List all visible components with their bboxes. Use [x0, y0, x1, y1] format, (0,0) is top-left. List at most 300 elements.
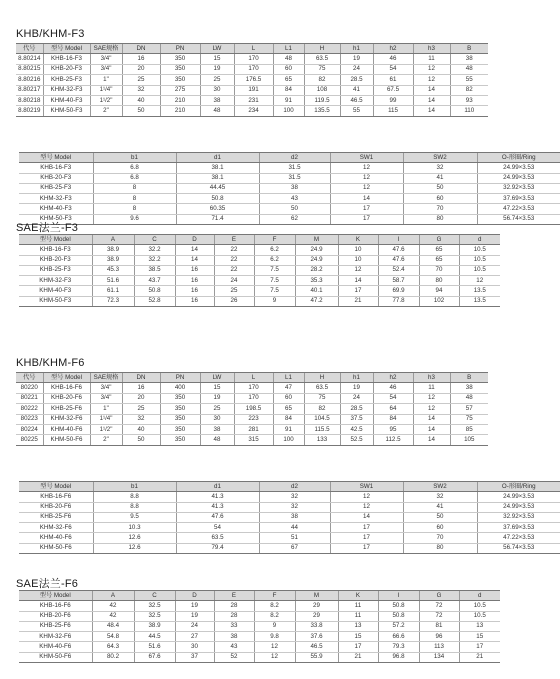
- column-header: D: [175, 591, 214, 601]
- table-cell: 22: [214, 265, 254, 275]
- table-cell: 28.5: [340, 75, 373, 85]
- table-cell: 72: [419, 601, 459, 611]
- table-cell: 41: [403, 502, 477, 512]
- table-cell: 12: [330, 492, 403, 502]
- table-row: [19, 194, 560, 204]
- column-header: E: [214, 591, 254, 601]
- table-cell: 315: [234, 435, 273, 445]
- table-cell: KHB-20-F3: [19, 173, 93, 183]
- column-header: 型号 Model: [19, 482, 93, 492]
- column-header: 型号 Model: [43, 44, 90, 54]
- table-cell: 14: [330, 194, 403, 204]
- table-cell: KHM-32-F6: [19, 523, 93, 533]
- table-cell: 14: [413, 106, 450, 116]
- table-cell: 63.5: [304, 383, 340, 393]
- table-cell: 170: [234, 64, 273, 74]
- table-cell: 13.5: [459, 296, 500, 306]
- table-cell: 65: [419, 245, 459, 255]
- table-cell: 26: [214, 296, 254, 306]
- table-cell: 38: [259, 512, 330, 522]
- column-header: M: [295, 235, 338, 245]
- table-cell: KHB-20-F3: [19, 255, 92, 265]
- table-cell: 12: [338, 265, 378, 275]
- table-cell: 10.5: [459, 265, 500, 275]
- table-cell: KHM-40-F6: [19, 642, 92, 652]
- table-cell: 176.5: [234, 75, 273, 85]
- table-cell: 12.6: [93, 533, 176, 543]
- table-cell: KHM-50-F6: [19, 652, 92, 662]
- table-cell: 50.8: [378, 611, 419, 621]
- table-cell: 19: [340, 54, 373, 64]
- table-cell: 275: [160, 85, 200, 95]
- table-cell: 38: [259, 183, 330, 193]
- table-cell: 30: [200, 85, 234, 95]
- column-header: A: [92, 591, 134, 601]
- table-header-row: [19, 482, 560, 492]
- table-row: [19, 255, 500, 265]
- table-cell: 9: [254, 296, 295, 306]
- table-cell: 170: [234, 383, 273, 393]
- table-cell: 12: [413, 404, 450, 414]
- table-cell: KHB-16-F3: [19, 245, 92, 255]
- table-cell: 7.5: [254, 286, 295, 296]
- table-cell: 62: [259, 214, 330, 224]
- table-cell: 14: [175, 255, 214, 265]
- table-cell: 60: [273, 393, 304, 403]
- table-cell: 17: [330, 214, 403, 224]
- table-cell: 41: [340, 85, 373, 95]
- table-cell: 80221: [16, 393, 43, 403]
- table-cell: 47: [273, 383, 304, 393]
- table-row: [19, 276, 500, 286]
- table-cell: 54.8: [92, 632, 134, 642]
- table-cell: 54: [373, 64, 413, 74]
- table-cell: 12: [330, 502, 403, 512]
- column-header: 代号: [16, 373, 43, 383]
- table-cell: 17: [330, 523, 403, 533]
- table-cell: 16: [122, 54, 160, 64]
- column-header: I: [378, 235, 419, 245]
- column-header: 型号 Model: [43, 373, 90, 383]
- table-cell: 198.5: [234, 404, 273, 414]
- table-cell: 170: [234, 54, 273, 64]
- table-cell: 9.5: [93, 512, 176, 522]
- table-cell: 55: [450, 75, 488, 85]
- table-cell: 54: [176, 523, 259, 533]
- table-cell: 112.5: [373, 435, 413, 445]
- table-cell: 65: [419, 255, 459, 265]
- table-cell: 35.3: [295, 276, 338, 286]
- table-cell: 15: [459, 632, 500, 642]
- table-cell: 48: [200, 106, 234, 116]
- table-cell: 51.6: [134, 642, 175, 652]
- table-cell: 47.6: [378, 255, 419, 265]
- table-row: [16, 424, 488, 434]
- column-header: SW1: [330, 482, 403, 492]
- table-cell: KHM-50-F6: [19, 543, 93, 553]
- column-header: L1: [273, 373, 304, 383]
- table-cell: 80224: [16, 424, 43, 434]
- table-cell: 52: [214, 652, 254, 662]
- table-cell: 1¹/2": [90, 95, 122, 105]
- column-header: 型号 Model: [19, 153, 93, 163]
- table-cell: 32.5: [134, 611, 175, 621]
- table-row: [16, 95, 488, 105]
- table-row: [19, 214, 560, 224]
- table-cell: 50: [403, 512, 477, 522]
- table-cell: 110: [450, 106, 488, 116]
- table-cell: 191: [234, 85, 273, 95]
- table-cell: 32: [122, 414, 160, 424]
- column-header: K: [338, 591, 378, 601]
- table-header-row: [16, 44, 488, 54]
- column-header: d: [459, 235, 500, 245]
- table-cell: 7.5: [254, 276, 295, 286]
- column-header: h3: [413, 44, 450, 54]
- table-cell: 3/4": [90, 54, 122, 64]
- table-cell: 105: [450, 435, 488, 445]
- table-cell: 70: [403, 533, 477, 543]
- table-cell: 16: [175, 265, 214, 275]
- table-cell: 119.5: [304, 95, 340, 105]
- table-cell: 32.5: [134, 601, 175, 611]
- table-cell: 60: [403, 523, 477, 533]
- table-cell: 44.45: [176, 183, 259, 193]
- table-cell: 1¹/4": [90, 414, 122, 424]
- table-cell: 17: [330, 204, 403, 214]
- column-header: b1: [93, 482, 176, 492]
- table-cell: 64: [373, 404, 413, 414]
- table-cell: 33.8: [295, 621, 338, 631]
- table-cell: 56.74×3.53: [477, 543, 560, 553]
- column-header: DN: [122, 44, 160, 54]
- table-cell: 52.5: [340, 435, 373, 445]
- table-cell: 8: [93, 183, 176, 193]
- table-cell: 38.5: [134, 265, 175, 275]
- table-cell: 12: [413, 75, 450, 85]
- table-cell: 19: [175, 611, 214, 621]
- table-cell: 80222: [16, 404, 43, 414]
- table-cell: 70: [403, 204, 477, 214]
- table-cell: 2": [90, 435, 122, 445]
- table-cell: 50: [122, 435, 160, 445]
- column-header: B: [450, 373, 488, 383]
- column-header: d1: [176, 153, 259, 163]
- table-cell: 37.5: [340, 414, 373, 424]
- table-cell: 135.5: [304, 106, 340, 116]
- table-cell: KHB-16-F6: [19, 601, 92, 611]
- table-cell: 48: [450, 64, 488, 74]
- column-header: F: [254, 235, 295, 245]
- table-cell: 52.4: [378, 265, 419, 275]
- table-cell: 32.2: [134, 255, 175, 265]
- table-cell: 50: [403, 183, 477, 193]
- section-title-khb-khm-f3: KHB/KHM-F3: [16, 28, 85, 40]
- table-row: [19, 183, 560, 193]
- table-cell: 46.5: [295, 642, 338, 652]
- table-row: [19, 163, 560, 173]
- table-cell: 63.5: [176, 533, 259, 543]
- table-cell: 50.8: [176, 194, 259, 204]
- table-cell: 96: [419, 632, 459, 642]
- table-cell: 16: [122, 383, 160, 393]
- table-cell: KHB-25-F6: [19, 512, 93, 522]
- table-cell: 350: [160, 435, 200, 445]
- table-row: [16, 54, 488, 64]
- table-cell: 17: [330, 533, 403, 543]
- column-header: A: [92, 235, 134, 245]
- column-header: C: [134, 235, 175, 245]
- column-header: L: [234, 373, 273, 383]
- table-cell: 80225: [16, 435, 43, 445]
- table-row: [19, 533, 560, 543]
- table-cell: 10.5: [459, 601, 500, 611]
- table-cell: 38.9: [92, 255, 134, 265]
- column-header: 型号 Model: [19, 591, 92, 601]
- table-cell: KHB-25-F3: [19, 265, 92, 275]
- table-cell: 95: [373, 424, 413, 434]
- table-cell: 85: [450, 424, 488, 434]
- table-cell: 50.8: [378, 601, 419, 611]
- table-cell: 12: [330, 183, 403, 193]
- table-row: [19, 642, 500, 652]
- table-cell: 12: [254, 642, 295, 652]
- table-cell: 12: [330, 173, 403, 183]
- table-cell: 16: [175, 286, 214, 296]
- table-cell: 102: [419, 296, 459, 306]
- table-cell: 84: [273, 414, 304, 424]
- section-title-sae-flange-f3: SAE法兰-F3: [16, 222, 79, 234]
- table-cell: 1¹/2": [90, 424, 122, 434]
- table-cell: 41.3: [176, 492, 259, 502]
- table-cell: 19: [200, 64, 234, 74]
- table-row: [16, 393, 488, 403]
- table-row: [19, 601, 500, 611]
- table-cell: 24: [340, 393, 373, 403]
- table-cell: 13.5: [459, 286, 500, 296]
- table-cell: 10.5: [459, 611, 500, 621]
- table-cell: 12: [413, 64, 450, 74]
- column-header: b1: [93, 153, 176, 163]
- table-cell: KHM-50-F3: [43, 106, 90, 116]
- table-cell: 50: [122, 106, 160, 116]
- table-cell: 66.6: [378, 632, 419, 642]
- column-header: h1: [340, 44, 373, 54]
- table-cell: 13: [338, 621, 378, 631]
- table-header-row: [19, 153, 560, 163]
- column-header: SW2: [403, 482, 477, 492]
- table-cell: 29: [295, 611, 338, 621]
- table-cell: 3/4": [90, 64, 122, 74]
- table-cell: 30: [200, 414, 234, 424]
- table-cell: 9.8: [254, 632, 295, 642]
- table-cell: 31.5: [259, 173, 330, 183]
- table-cell: 7.5: [254, 265, 295, 275]
- table-cell: 93: [450, 95, 488, 105]
- table-cell: 80.2: [92, 652, 134, 662]
- table-cell: 54: [373, 393, 413, 403]
- spec-table-khb-khm-f3-dimensions: [16, 43, 488, 117]
- table-cell: 32.2: [134, 245, 175, 255]
- column-header: h2: [373, 44, 413, 54]
- table-cell: 25: [200, 75, 234, 85]
- table-cell: 65: [273, 75, 304, 85]
- table-cell: 113: [419, 642, 459, 652]
- spec-table-sae-flange-f3: [19, 234, 500, 307]
- table-cell: 48: [450, 393, 488, 403]
- table-cell: 12: [459, 276, 500, 286]
- column-header: LW: [200, 373, 234, 383]
- table-cell: 1¹/4": [90, 85, 122, 95]
- table-row: [19, 621, 500, 631]
- table-cell: 30: [175, 642, 214, 652]
- table-cell: 43: [214, 642, 254, 652]
- table-cell: 8.80218: [16, 95, 43, 105]
- table-cell: 350: [160, 404, 200, 414]
- table-cell: 51.6: [92, 276, 134, 286]
- table-cell: KHB-16-F6: [19, 492, 93, 502]
- column-header: d2: [259, 482, 330, 492]
- table-cell: 14: [413, 85, 450, 95]
- table-cell: 46.5: [340, 95, 373, 105]
- table-cell: 24.99×3.53: [477, 502, 560, 512]
- table-cell: KHM-32-F6: [43, 414, 90, 424]
- table-cell: 82: [304, 75, 340, 85]
- table-cell: 12.6: [93, 543, 176, 553]
- table-row: [19, 265, 500, 275]
- table-cell: 55.9: [295, 652, 338, 662]
- column-header: 型号 Model: [19, 235, 92, 245]
- table-cell: 8.80214: [16, 54, 43, 64]
- table-cell: 8.80219: [16, 106, 43, 116]
- table-cell: 38: [450, 383, 488, 393]
- table-cell: 40: [122, 424, 160, 434]
- table-cell: 91: [273, 424, 304, 434]
- table-cell: 38: [450, 54, 488, 64]
- table-cell: 72: [419, 611, 459, 621]
- table-cell: 60: [403, 194, 477, 204]
- table-cell: 15: [200, 54, 234, 64]
- table-cell: 37.6: [295, 632, 338, 642]
- section-title-khb-khm-f6: KHB/KHM-F6: [16, 357, 85, 369]
- table-cell: 71.4: [176, 214, 259, 224]
- table-cell: 31.5: [259, 163, 330, 173]
- table-cell: 8.2: [254, 601, 295, 611]
- table-cell: 32: [403, 163, 477, 173]
- column-header: LW: [200, 44, 234, 54]
- table-cell: 37.69×3.53: [477, 194, 560, 204]
- table-cell: 55: [340, 106, 373, 116]
- table-cell: 11: [338, 611, 378, 621]
- table-cell: 38.9: [92, 245, 134, 255]
- table-cell: 25: [122, 75, 160, 85]
- table-cell: 170: [234, 393, 273, 403]
- table-cell: 100: [273, 106, 304, 116]
- table-cell: 84: [273, 85, 304, 95]
- table-row: [19, 523, 560, 533]
- table-cell: 11: [338, 601, 378, 611]
- table-cell: 14: [413, 435, 450, 445]
- table-cell: 25: [200, 404, 234, 414]
- table-cell: KHM-50-F6: [43, 435, 90, 445]
- table-cell: 28.5: [340, 404, 373, 414]
- table-row: [16, 414, 488, 424]
- table-cell: 6.8: [93, 173, 176, 183]
- table-cell: 50: [259, 204, 330, 214]
- table-cell: 24.99×3.53: [477, 492, 560, 502]
- column-header: G: [419, 591, 459, 601]
- table-cell: KHM-32-F6: [19, 632, 92, 642]
- table-cell: 8.8: [93, 502, 176, 512]
- table-cell: KHB-20-F3: [43, 64, 90, 74]
- spec-table-khb-khm-f6-dimensions: [16, 372, 488, 446]
- table-cell: KHB-25-F6: [19, 621, 92, 631]
- column-header: PN: [160, 44, 200, 54]
- table-row: [19, 286, 500, 296]
- table-cell: 12: [413, 393, 450, 403]
- table-cell: 38: [200, 95, 234, 105]
- table-cell: 15: [338, 632, 378, 642]
- table-cell: 29: [295, 601, 338, 611]
- table-cell: 350: [160, 393, 200, 403]
- table-cell: 50.8: [134, 286, 175, 296]
- table-cell: 6.2: [254, 245, 295, 255]
- table-cell: 17: [459, 642, 500, 652]
- table-cell: KHM-40-F3: [43, 95, 90, 105]
- column-header: K: [338, 235, 378, 245]
- table-cell: 45.3: [92, 265, 134, 275]
- table-row: [16, 404, 488, 414]
- column-header: DN: [122, 373, 160, 383]
- table-row: [19, 173, 560, 183]
- table-cell: 16: [175, 296, 214, 306]
- column-header: SW1: [330, 153, 403, 163]
- table-cell: 69.9: [378, 286, 419, 296]
- column-header: D: [175, 235, 214, 245]
- table-cell: 24.9: [295, 255, 338, 265]
- table-cell: 104.5: [304, 414, 340, 424]
- column-header: M: [295, 591, 338, 601]
- table-cell: KHM-32-F3: [19, 194, 93, 204]
- table-cell: 75: [304, 393, 340, 403]
- table-cell: 19: [200, 393, 234, 403]
- table-cell: 94: [419, 286, 459, 296]
- table-cell: 17: [338, 642, 378, 652]
- column-header: d2: [259, 153, 330, 163]
- table-cell: 57.2: [378, 621, 419, 631]
- table-cell: 40: [122, 95, 160, 105]
- table-cell: 100: [273, 435, 304, 445]
- column-header: L1: [273, 44, 304, 54]
- table-cell: 41.3: [176, 502, 259, 512]
- table-header-row: [19, 591, 500, 601]
- table-cell: 210: [160, 95, 200, 105]
- table-cell: 84: [373, 414, 413, 424]
- table-cell: 11: [413, 383, 450, 393]
- table-row: [16, 383, 488, 393]
- table-cell: 14: [413, 414, 450, 424]
- table-cell: 20: [122, 393, 160, 403]
- table-cell: 72.3: [92, 296, 134, 306]
- table-cell: 42: [92, 601, 134, 611]
- column-header: h2: [373, 373, 413, 383]
- table-cell: KHB-16-F3: [43, 54, 90, 64]
- table-row: [19, 512, 560, 522]
- table-cell: 21: [338, 652, 378, 662]
- table-header-row: [19, 235, 500, 245]
- table-cell: 61: [373, 75, 413, 85]
- table-cell: 48: [273, 54, 304, 64]
